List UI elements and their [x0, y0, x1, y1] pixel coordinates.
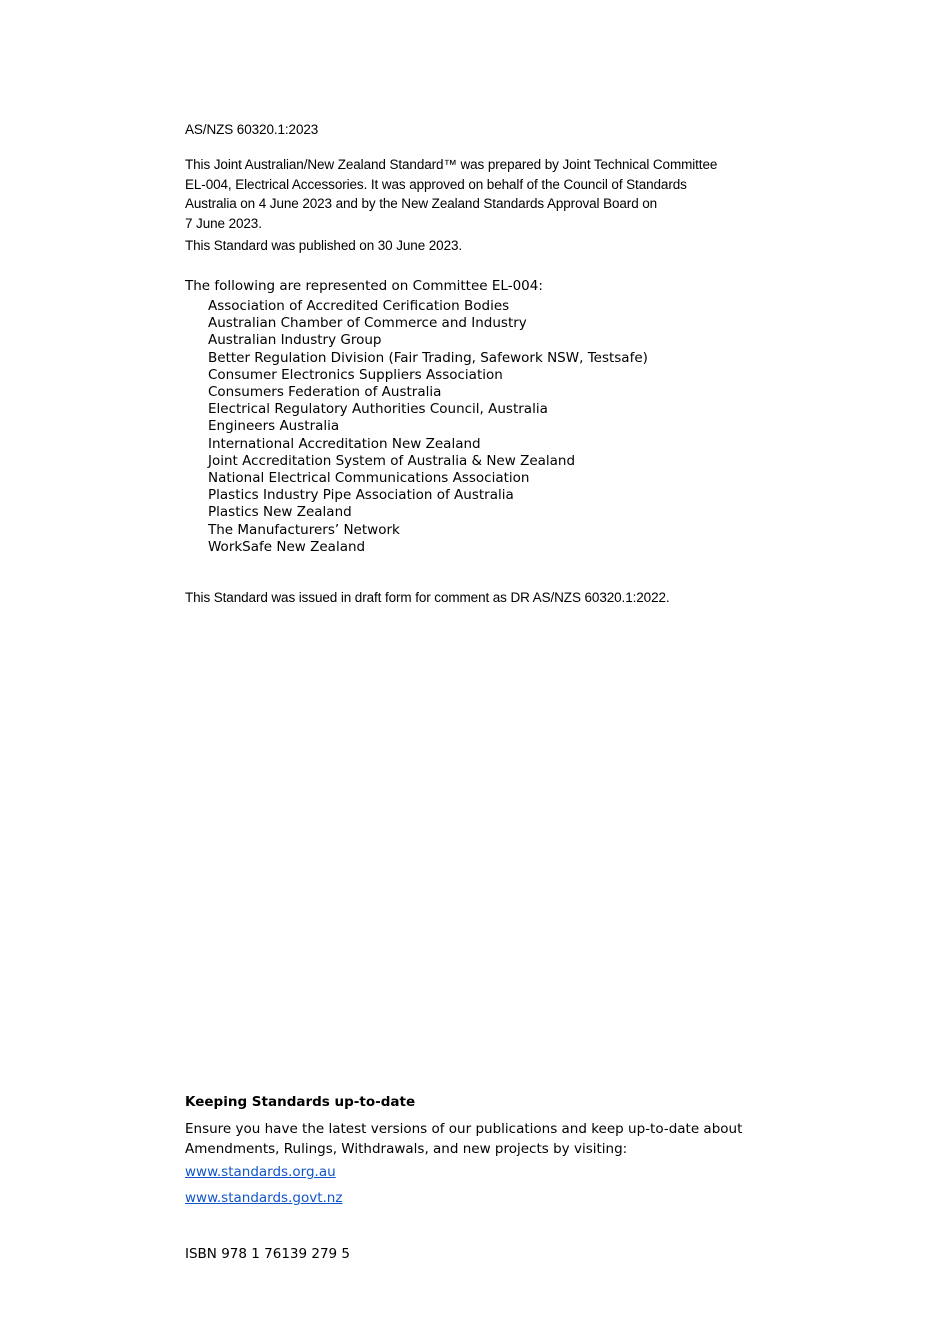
isbn-number: ISBN 978 1 76139 279 5 [185, 1246, 351, 1262]
preparation-line: This Joint Australian/New Zealand Standard™ was prepared by Joint Technical Committee [185, 157, 718, 172]
committee-member: Plastics New Zealand [208, 504, 352, 521]
committee-member: WorkSafe New Zealand [208, 538, 366, 555]
committee-member: Consumer Electronics Suppliers Association [208, 366, 503, 383]
committee-member: Australian Chamber of Commerce and Industry [208, 315, 527, 332]
committee-member: Consumers Federation of Australia [208, 384, 442, 401]
committee-member: Australian Industry Group [208, 332, 382, 349]
standards-nz-link[interactable]: www.standards.govt.nz [185, 1190, 343, 1206]
keeping-up-to-date-text [185, 1119, 742, 1159]
committee-member: Plastics Industry Pipe Association of Australia [208, 487, 514, 504]
committee-member: Engineers Australia [208, 418, 340, 435]
document-id: AS/NZS 60320.1:2023 [185, 122, 319, 137]
draft-note: This Standard was issued in draft form for comment as DR AS/NZS 60320.1:2022. [185, 590, 670, 605]
committee-intro: The following are represented on Committee EL-004: [185, 278, 543, 294]
committee-member: International Accreditation New Zealand [208, 435, 481, 452]
committee-member: Association of Accredited Cerification Bodies [208, 298, 510, 314]
committee-member: National Electrical Communications Association [208, 470, 530, 487]
preparation-line: Australia on 4 June 2023 and by the New Zealand Standards Approval Board on [185, 196, 658, 211]
publication-date-note: This Standard was published on 30 June 2023. [185, 238, 463, 253]
committee-member: Better Regulation Division (Fair Trading, Safework NSW, Testsafe) [208, 349, 648, 366]
preparation-line: EL-004, Electrical Accessories. It was approved on behalf of the Council of Standards [185, 176, 687, 192]
committee-member: The Manufacturers’ Network [208, 521, 400, 538]
committee-member: Electrical Regulatory Authorities Council, Australia [208, 401, 548, 418]
keeping-up-to-date-heading: Keeping Standards up-to-date [185, 1094, 416, 1110]
preparation-paragraph [185, 155, 785, 233]
keeping-text-line: Ensure you have the latest versions of our publications and keep up-to-date about [185, 1121, 743, 1137]
keeping-text-line: Amendments, Rulings, Withdrawals, and new projects by visiting: [185, 1141, 628, 1157]
preparation-line: 7 June 2023. [185, 215, 262, 231]
committee-member-list [208, 298, 648, 556]
standards-au-link[interactable]: www.standards.org.au [185, 1164, 336, 1180]
committee-member: Joint Accreditation System of Australia & New Zealand [208, 452, 576, 469]
